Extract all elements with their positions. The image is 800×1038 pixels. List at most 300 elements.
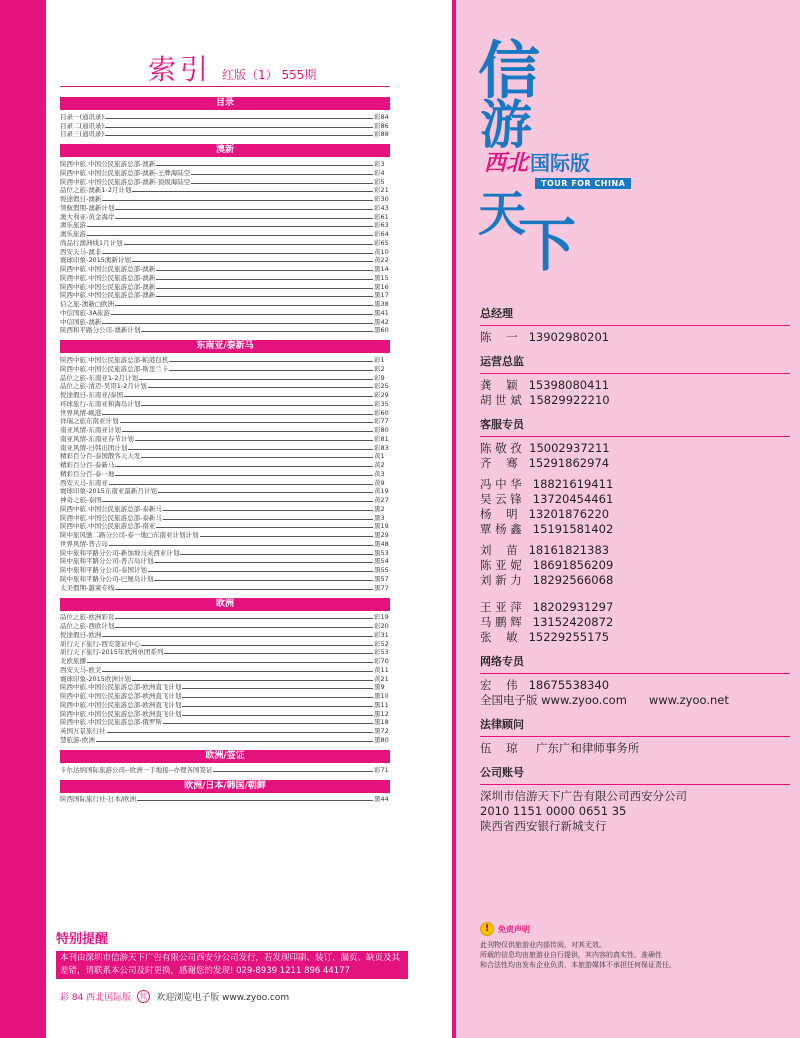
leader-line bbox=[96, 741, 373, 742]
entry-page: 黑48 bbox=[374, 539, 389, 548]
entry-page: 黑54 bbox=[374, 557, 389, 566]
entry-page: 彩52 bbox=[374, 639, 389, 648]
index-entry[interactable] bbox=[60, 469, 390, 478]
leader-line bbox=[102, 414, 373, 415]
entry-page: 黑72 bbox=[374, 727, 389, 735]
index-entry[interactable] bbox=[60, 630, 390, 639]
leader-line bbox=[120, 422, 374, 423]
entry-name: 陕中旅风驰二路分公司-泰一地□东南亚计划计划 bbox=[60, 531, 199, 539]
entry-page: 彩53 bbox=[374, 648, 389, 657]
entry-name: 陕西中旅.中国公民旅游总部-斯里兰卡 bbox=[60, 364, 169, 373]
disclaimer-line: 和合法性均由发布企业负责，本旅游媒体不承担任何保证责任。 bbox=[480, 961, 676, 969]
entry-page: 彩2 bbox=[374, 364, 385, 373]
footer-link[interactable]: 欢迎浏览电子版 www.zyoo.com bbox=[156, 993, 290, 1003]
entry-page: 彩20 bbox=[374, 622, 389, 630]
index-entry[interactable] bbox=[60, 452, 390, 461]
index-entry[interactable] bbox=[60, 186, 390, 195]
index-entry[interactable] bbox=[60, 648, 390, 657]
leader-line bbox=[182, 697, 373, 698]
index-entry[interactable] bbox=[60, 382, 390, 391]
index-entry[interactable] bbox=[60, 326, 390, 335]
contact-line: 陈 敬 孜 15002937211 bbox=[480, 441, 610, 455]
contact-line: 刘 新 力 18292566068 bbox=[480, 573, 614, 587]
entry-name: 悦途假日-东南亚/泰国 bbox=[60, 391, 124, 399]
entry-name: 精彩百分百-泰一地 bbox=[60, 469, 115, 478]
entry-name: 品位之旅-清迈-吴哥1-2月计划 bbox=[60, 382, 147, 391]
ribbon-region: 西北 bbox=[484, 151, 529, 176]
leader-line bbox=[115, 466, 373, 467]
entry-page: 黄10 bbox=[374, 247, 389, 256]
index-entry[interactable] bbox=[60, 656, 390, 665]
leader-line bbox=[111, 314, 373, 315]
leader-line bbox=[105, 118, 373, 119]
index-entry[interactable] bbox=[60, 203, 390, 212]
entry-name: 北欧旅播 bbox=[60, 657, 86, 665]
logo-ribbon bbox=[484, 146, 590, 177]
entry-name: 尚品行澳洲线1月计划 bbox=[60, 238, 123, 247]
entry-page: 黑60 bbox=[374, 326, 389, 335]
left-accent-bar bbox=[0, 0, 46, 1038]
index-entry[interactable] bbox=[60, 159, 390, 168]
contact-block bbox=[480, 353, 790, 408]
entry-page: 黄3 bbox=[374, 469, 385, 478]
index-entry[interactable] bbox=[60, 726, 390, 735]
entry-name: 神奇之旅-泰国 bbox=[60, 496, 102, 504]
entry-page: 黄1 bbox=[374, 452, 385, 461]
index-entry[interactable] bbox=[60, 487, 390, 496]
contact-line: 陈 一 13902980201 bbox=[480, 330, 610, 344]
leader-line bbox=[141, 645, 373, 646]
index-entry[interactable] bbox=[60, 317, 390, 326]
entry-name: 陕西中旅.中国公民旅游总部-欧洲直飞计划 bbox=[60, 709, 182, 718]
entry-page: 彩29 bbox=[374, 391, 389, 399]
index-entry[interactable] bbox=[60, 168, 390, 177]
entry-page: 黄27 bbox=[374, 496, 389, 504]
index-entry[interactable] bbox=[60, 291, 390, 300]
index-entry[interactable] bbox=[60, 504, 390, 513]
entry-page: 黄22 bbox=[374, 256, 389, 265]
entry-page: 彩81 bbox=[374, 434, 389, 443]
leader-line bbox=[154, 580, 373, 581]
leader-line bbox=[132, 191, 373, 192]
logo-tagline: TOUR FOR CHINA bbox=[535, 178, 631, 189]
leader-line bbox=[132, 680, 373, 681]
index-entry[interactable] bbox=[60, 390, 390, 399]
entry-name: 品位之旅-东南亚1-2月计划 bbox=[60, 373, 138, 382]
leader-line bbox=[169, 370, 373, 371]
contact-directory bbox=[480, 305, 790, 842]
contact-line: 王 亚 萍 18202931297 bbox=[480, 600, 614, 614]
entry-name: 信之旅-澳新□欧洲 bbox=[60, 300, 114, 308]
index-entry[interactable] bbox=[60, 574, 390, 583]
entry-name: 陕西和平路分公司-澳新计划 bbox=[60, 326, 141, 335]
entry-page: 彩83 bbox=[374, 443, 389, 452]
contact-heading: 运营总监 bbox=[480, 355, 524, 368]
entry-name: 中信国旅-澳新 bbox=[60, 317, 102, 326]
leader-line bbox=[148, 387, 373, 388]
disclaimer-line: 此刊物仅供旅游业内部传阅，对其无效。 bbox=[480, 941, 606, 949]
leader-line bbox=[109, 545, 373, 546]
leader-line bbox=[87, 662, 373, 663]
contact-line: 马 鹏 辉 13152420872 bbox=[480, 615, 614, 629]
entry-name: 澳乐旅游 bbox=[60, 230, 86, 238]
leader-line bbox=[182, 706, 373, 707]
entry-name: 目录二(通讯录) bbox=[60, 121, 105, 130]
leader-line bbox=[148, 571, 373, 572]
index-entry[interactable] bbox=[60, 522, 390, 531]
index-entry[interactable] bbox=[60, 443, 390, 452]
leader-line bbox=[115, 209, 373, 210]
entry-name: 陕西中旅.中国公民旅游总部-帕港包机 bbox=[60, 356, 169, 364]
leader-line bbox=[191, 174, 373, 175]
index-entry[interactable] bbox=[60, 583, 390, 592]
contact-line: 冯 中 华 18821619411 bbox=[480, 477, 614, 491]
leader-line bbox=[156, 165, 373, 166]
index-entry[interactable] bbox=[60, 460, 390, 469]
section-header: 欧洲 bbox=[60, 598, 390, 611]
entry-name: 世界风情-岘港 bbox=[60, 408, 102, 417]
disclaimer-title: 免责声明 bbox=[498, 924, 530, 934]
leader-line bbox=[102, 253, 373, 254]
entry-name: 陕西中旅.中国公民旅游总部-澳新-王牌海陆空 bbox=[60, 168, 191, 177]
index-entry[interactable] bbox=[60, 639, 390, 648]
special-notice bbox=[56, 928, 408, 979]
contact-line: 龚 颖 15398080411 bbox=[480, 378, 610, 392]
title-rule bbox=[60, 86, 390, 87]
index-entry[interactable] bbox=[60, 256, 390, 265]
leader-line bbox=[137, 800, 373, 801]
leader-line bbox=[141, 457, 373, 458]
entry-page: 黑10 bbox=[374, 692, 389, 700]
index-entry[interactable] bbox=[60, 299, 390, 308]
leader-line bbox=[105, 127, 373, 128]
entry-name: 西安天马-东南亚 bbox=[60, 478, 108, 487]
index-entry[interactable] bbox=[60, 557, 390, 566]
entry-page: 彩21 bbox=[374, 186, 389, 195]
entry-page: 彩35 bbox=[374, 399, 389, 408]
index-entry[interactable] bbox=[60, 282, 390, 291]
contact-heading: 总经理 bbox=[480, 307, 513, 320]
entry-name: 陕西中旅.中国公民旅游总部-南亚 bbox=[60, 522, 156, 531]
special-title: 特别提醒 bbox=[56, 932, 109, 947]
contact-block bbox=[480, 416, 790, 645]
entry-name: 太美假期-越柬专线 bbox=[60, 583, 115, 592]
entry-page: 黑57 bbox=[374, 574, 389, 583]
entry-page: 彩70 bbox=[374, 657, 389, 665]
entry-name: 质行天下旅行-西安签证中心 bbox=[60, 639, 141, 648]
entry-page: 彩1 bbox=[374, 356, 385, 364]
leader-line bbox=[102, 636, 373, 637]
entry-page: 彩4 bbox=[374, 168, 385, 177]
leader-line bbox=[141, 405, 373, 406]
entry-page: 黑14 bbox=[374, 265, 389, 273]
entry-name: 英国万景旅行社 bbox=[60, 727, 106, 735]
entry-name: 目录三(通讯录) bbox=[60, 130, 105, 139]
index-entry[interactable] bbox=[60, 130, 390, 139]
entry-name: 陕西中旅.中国公民旅游总部-欧洲直飞计划 bbox=[60, 692, 182, 700]
leader-line bbox=[156, 527, 373, 528]
entry-name: 陕中旅和平路分公司-泰国计划 bbox=[60, 566, 147, 574]
entry-page: 彩5 bbox=[374, 177, 385, 186]
entry-page: 黑53 bbox=[374, 548, 389, 557]
index-entry[interactable] bbox=[60, 548, 390, 557]
title-main: 索引 bbox=[148, 53, 213, 86]
index-entry[interactable] bbox=[60, 478, 390, 487]
entry-name: 卡尔达纳国际旅游公司--欧洲一手地接--办理各国签证 bbox=[60, 765, 213, 774]
entry-page: 彩77 bbox=[374, 417, 389, 426]
leader-line bbox=[200, 536, 374, 537]
entry-page: 彩61 bbox=[374, 212, 389, 221]
entry-name: 南亚风情-日韩出团计划 bbox=[60, 443, 128, 452]
entry-page: 黄19 bbox=[374, 487, 389, 496]
entry-page: 彩84 bbox=[374, 112, 389, 121]
index-entry[interactable] bbox=[60, 495, 390, 504]
leader-line bbox=[182, 688, 373, 689]
index-entry[interactable] bbox=[60, 264, 390, 273]
leader-line bbox=[141, 331, 373, 332]
index-entry[interactable] bbox=[60, 212, 390, 221]
contact-rule bbox=[480, 736, 790, 737]
entry-name: 陕西中旅.中国公民旅游总部-澳新 bbox=[60, 282, 156, 291]
entry-page: 黑44 bbox=[374, 795, 389, 804]
contact-line: 陈 亚 妮 18691856209 bbox=[480, 558, 614, 572]
index-entry[interactable] bbox=[60, 735, 390, 744]
leader-line bbox=[115, 627, 373, 628]
entry-page: 彩63 bbox=[374, 221, 389, 230]
contact-heading: 网络专员 bbox=[480, 655, 524, 668]
contact-block bbox=[480, 716, 790, 756]
contact-line: 2010 1151 0000 0651 35 bbox=[480, 804, 627, 818]
index-entry[interactable] bbox=[60, 408, 390, 417]
logo-char-1: 信 bbox=[478, 34, 541, 107]
entry-page: 黄9 bbox=[374, 478, 385, 487]
entry-name: 世界风情-普吉岛 bbox=[60, 539, 108, 548]
leader-line bbox=[102, 323, 373, 324]
entry-name: 西安天马-欧美 bbox=[60, 665, 102, 674]
entry-name: 陕西中旅.中国公民旅游总部-澳新 bbox=[60, 160, 156, 168]
contact-block bbox=[480, 305, 790, 345]
section-header: 目录 bbox=[60, 97, 390, 110]
leader-line bbox=[163, 723, 373, 724]
leader-line bbox=[132, 261, 373, 262]
entry-page: 黑19 bbox=[374, 522, 389, 531]
entry-page: 黑55 bbox=[374, 566, 389, 574]
index-entry[interactable] bbox=[60, 530, 390, 539]
entry-name: 陕西中旅.中国公民旅游总部-泰新马 bbox=[60, 504, 162, 513]
disclaimer-line: 所载的信息均由旅游业自行提供，其内容的真实性、准确性 bbox=[480, 951, 662, 959]
leader-line bbox=[115, 618, 373, 619]
index-entry[interactable] bbox=[60, 674, 390, 683]
contact-heading: 客服专员 bbox=[480, 418, 524, 431]
entry-page: 彩64 bbox=[374, 230, 389, 238]
index-entry[interactable] bbox=[60, 273, 390, 282]
index-entry[interactable] bbox=[60, 434, 390, 443]
index-entry[interactable] bbox=[60, 238, 390, 247]
contact-block bbox=[480, 653, 790, 708]
entry-page: 彩80 bbox=[374, 426, 389, 434]
index-entry[interactable] bbox=[60, 718, 390, 727]
entry-page: 彩60 bbox=[374, 408, 389, 417]
entry-name: 品位之旅-澳新1-2月计划 bbox=[60, 186, 132, 195]
contact-line: 深圳市信游天下广告有限公司西安分公司 bbox=[480, 789, 687, 803]
entry-name: 祥瑞之旅东南亚计划 bbox=[60, 417, 119, 426]
contact-line: 齐 骞 15291862974 bbox=[480, 456, 610, 470]
contact-line: 伍 琼 广东广和律师事务所 bbox=[480, 741, 640, 755]
entry-page: 黑2 bbox=[374, 504, 385, 513]
leader-line bbox=[169, 361, 373, 362]
leader-line bbox=[180, 554, 373, 555]
entry-name: 质行天下旅行-2015年欧洲单团系列 bbox=[60, 648, 164, 657]
index-entry[interactable] bbox=[60, 373, 390, 382]
index-entry[interactable] bbox=[60, 665, 390, 674]
leader-line bbox=[156, 296, 373, 297]
index-entry[interactable] bbox=[60, 539, 390, 548]
entry-page: 彩19 bbox=[374, 613, 389, 622]
leader-line bbox=[156, 270, 373, 271]
leader-line bbox=[191, 183, 373, 184]
leader-line bbox=[87, 226, 373, 227]
entry-page: 彩86 bbox=[374, 121, 389, 130]
entry-name: 精彩百分百-泰国散客天天发 bbox=[60, 452, 141, 461]
index-entry[interactable] bbox=[60, 112, 390, 121]
leader-line bbox=[163, 519, 373, 520]
index-entry[interactable] bbox=[60, 691, 390, 700]
entry-name: 寰球印象-2015澳新计划 bbox=[60, 256, 131, 265]
contact-rule bbox=[480, 436, 790, 437]
entry-name: 陕西中旅.中国公民旅游总部-澳新 bbox=[60, 291, 156, 300]
leader-line bbox=[105, 135, 373, 136]
index-entry[interactable] bbox=[60, 247, 390, 256]
index-entry[interactable] bbox=[60, 683, 390, 692]
index-entry[interactable] bbox=[60, 177, 390, 186]
entry-name: 澳大利亚-黄金海岸 bbox=[60, 212, 115, 221]
index-entry[interactable] bbox=[60, 221, 390, 230]
contact-heading: 公司账号 bbox=[480, 766, 524, 779]
index-entry[interactable] bbox=[60, 765, 390, 774]
contact-line: 宏 伟 18675538340 bbox=[480, 678, 610, 692]
disclaimer bbox=[480, 922, 790, 970]
entry-name: 悦途假日-澳新 bbox=[60, 195, 102, 203]
entry-name: 精彩百分百-泰新马 bbox=[60, 461, 115, 469]
section-header: 澳新 bbox=[60, 144, 390, 157]
entry-page: 黑42 bbox=[374, 317, 389, 326]
index-entry[interactable] bbox=[60, 399, 390, 408]
logo-char-3: 天 bbox=[478, 186, 527, 242]
footer-page: 彩 84 西北国际版 bbox=[60, 993, 132, 1003]
entry-name: 西安天马-澳非 bbox=[60, 247, 102, 256]
contact-rule bbox=[480, 325, 790, 326]
entry-page: 黑77 bbox=[374, 583, 389, 592]
leader-line bbox=[115, 305, 373, 306]
index-entry[interactable] bbox=[60, 229, 390, 238]
contact-line: 吴 云 锋 13720454461 bbox=[480, 492, 614, 506]
leader-line bbox=[163, 510, 373, 511]
entry-name: 陕西中旅.中国公民旅游总部-俄罗斯 bbox=[60, 718, 162, 727]
entry-page: 黑12 bbox=[374, 709, 389, 718]
entry-name: 陕西中旅.中国公民旅游总部-欧洲直飞计划 bbox=[60, 683, 182, 692]
contact-line: 全国电子版 www.zyoo.com www.zyoo.net bbox=[480, 693, 729, 707]
leader-line bbox=[109, 484, 373, 485]
special-text: 本刊由深圳市信游天下广告有限公司西安分公司发行，若发现印刷、装订、漏页、缺页及其差错，请联系本公司及时更换，感谢您的发现! 029-8939 1211 896 44177 bbox=[56, 951, 408, 979]
leader-line bbox=[115, 218, 373, 219]
entry-name: 南亚风情-东南亚春节计划 bbox=[60, 434, 134, 443]
leader-line bbox=[156, 279, 373, 280]
index-entry[interactable] bbox=[60, 308, 390, 317]
page-footer bbox=[60, 990, 289, 1003]
index-entry[interactable] bbox=[60, 621, 390, 630]
leader-line bbox=[87, 235, 373, 236]
entry-name: 慧旅游-欧洲 bbox=[60, 735, 95, 744]
entry-name: 目录一(通讯录) bbox=[60, 112, 105, 121]
entry-name: 悦途假日-欧洲 bbox=[60, 630, 102, 639]
entry-page: 黑9 bbox=[374, 683, 385, 692]
leader-line bbox=[158, 492, 373, 493]
index-list bbox=[60, 97, 390, 803]
index-entry[interactable] bbox=[60, 565, 390, 574]
contact-line: 杨 明 13201876220 bbox=[480, 507, 610, 521]
leader-line bbox=[135, 440, 373, 441]
logo-char-2: 游 bbox=[480, 95, 533, 156]
footer-badge: 红 bbox=[137, 990, 150, 1003]
entry-page: 彩88 bbox=[374, 130, 389, 139]
entry-name: 陕中旅和平路分公司-普吉岛计划 bbox=[60, 557, 154, 566]
entry-name: 澳乐旅游 bbox=[60, 221, 86, 230]
index-entry[interactable] bbox=[60, 709, 390, 718]
leader-line bbox=[102, 671, 373, 672]
entry-page: 黄21 bbox=[374, 674, 389, 683]
contact-rule bbox=[480, 673, 790, 674]
index-entry[interactable] bbox=[60, 795, 390, 804]
entry-page: 彩71 bbox=[374, 765, 389, 774]
leader-line bbox=[102, 501, 373, 502]
contact-line: 胡 世 斌 15829922210 bbox=[480, 393, 610, 407]
leader-line bbox=[124, 244, 373, 245]
entry-name: 陕西国际旅行社-日本/欧洲 bbox=[60, 795, 137, 804]
index-entry[interactable] bbox=[60, 355, 390, 364]
index-entry[interactable] bbox=[60, 194, 390, 203]
index-entry[interactable] bbox=[60, 613, 390, 622]
entry-name: 环球旅行-东南亚和海岛计划 bbox=[60, 399, 141, 408]
index-entry[interactable] bbox=[60, 364, 390, 373]
leader-line bbox=[122, 431, 373, 432]
entry-name: 陕西中旅.中国公民旅游总部-欧洲直飞计划 bbox=[60, 700, 182, 709]
warning-icon: ! bbox=[480, 922, 494, 936]
logo-char-4: 下 bbox=[518, 211, 577, 279]
entry-name: 品位之旅-欧洲彩页 bbox=[60, 613, 115, 622]
contact-block bbox=[480, 764, 790, 834]
index-entry[interactable] bbox=[60, 700, 390, 709]
index-entry[interactable] bbox=[60, 425, 390, 434]
title-sub: 红版（1） 555期 bbox=[222, 68, 317, 82]
contact-rule bbox=[480, 373, 790, 374]
entry-name: 陕西中旅.中国公民旅游总部-澳新 bbox=[60, 265, 156, 273]
entry-page: 黄11 bbox=[374, 665, 389, 674]
entry-name: 南亚风情-东南亚计划 bbox=[60, 426, 121, 434]
entry-page: 彩25 bbox=[374, 382, 389, 391]
entry-page: 黑41 bbox=[374, 308, 389, 317]
index-entry[interactable] bbox=[60, 513, 390, 522]
index-entry[interactable] bbox=[60, 417, 390, 426]
entry-page: 彩9 bbox=[374, 373, 385, 382]
section-header: 东南亚/泰新马 bbox=[60, 340, 390, 353]
leader-line bbox=[107, 732, 374, 733]
entry-page: 黑18 bbox=[374, 718, 389, 727]
entry-name: 寰球印象-2015东南亚最新月计划 bbox=[60, 487, 157, 496]
ribbon-edition: 国际版 bbox=[530, 151, 591, 175]
index-entry[interactable] bbox=[60, 121, 390, 130]
entry-page: 黑16 bbox=[374, 282, 389, 291]
contact-line: 陕西省西安银行新城支行 bbox=[480, 819, 607, 833]
